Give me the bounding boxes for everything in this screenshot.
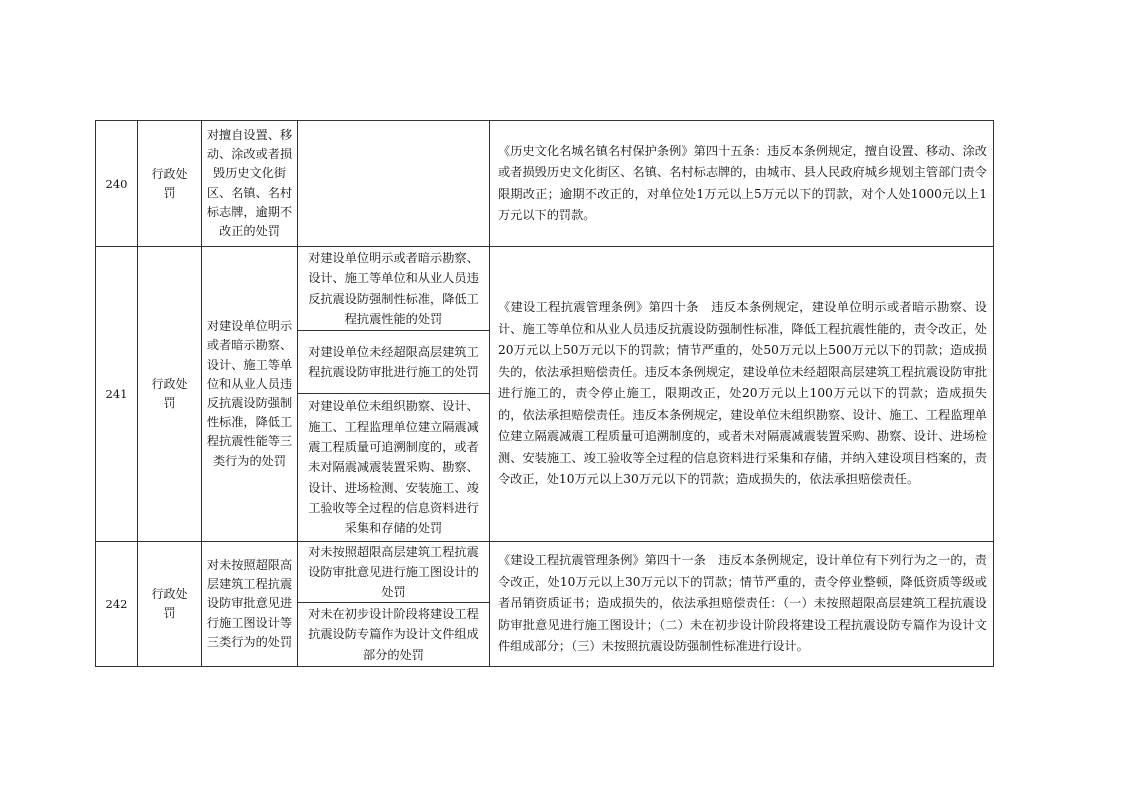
table-row bbox=[96, 247, 994, 542]
sub-item: 对建设单位未组织勘察、设计、施工、工程监理单位建立隔震减震工程质量可追溯制度的，或者未对隔震减震装置采购、勘察、设计、进场检测、安装施工、竣工验收等全过程的信息资料进行采集和存储的处罚 bbox=[298, 393, 489, 541]
legal-basis-cell: 《建设工程抗震管理条例》第四十条 违反本条例规定，建设单位明示或者暗示勘察、设计、施工等单位和从业人员违反抗震设防强制性标准，降低工程抗震性能的，责令改正，处20万元以上50万元以下的罚款；情节严重的，处50万元以上500万元以下的罚款；造成损失的，依法承担赔偿责任。违反本条例规定，建设单位未经超限高层建筑工程抗震设防审批进行施工的，责令停止施工，限期改正，处20万元以上100万元以下的罚款；造成损失的，依法承担赔偿责任。违反本条例规定，建设单位未组织勘察、设计、施工、工程监理单位建立隔震减震工程质量可追溯制度的，或者未对隔震减震装置采购、勘察、设计、进场检测、安装施工、竣工验收等全过程的信息资料进行采集和存储，并纳入建设项目档案的，责令改正，处10万元以上30万元以下的罚款；造成损失的，依法承担赔偿责任。 bbox=[490, 247, 994, 542]
item-name-cell: 对未按照超限高层建筑工程抗震设防审批意见进行施工图设计等三类行为的处罚 bbox=[202, 542, 298, 667]
sub-item: 对建设单位明示或者暗示勘察、设计、施工等单位和从业人员违反抗震设防强制性标准，降低工程抗震性能的处罚 bbox=[308, 250, 479, 326]
legal-basis-cell: 《历史文化名城名镇名村保护条例》第四十五条：违反本条例规定，擅自设置、移动、涂改或者损毁历史文化街区、名镇、名村标志牌的，由城市、县人民政府城乡规划主管部门责令限期改正；逾期不改正的，对单位处1万元以上5万元以下的罚款，对个人处1000元以上1万元以下的罚款。 bbox=[490, 121, 994, 247]
item-number-cell: 242 bbox=[96, 542, 138, 667]
table-row bbox=[96, 121, 994, 247]
table-row bbox=[96, 542, 994, 667]
sub-item: 对建设单位未经超限高层建筑工程抗震设防审批进行施工的处罚 bbox=[298, 330, 489, 393]
sub-items-stack bbox=[298, 247, 489, 541]
sub-items-stack bbox=[298, 542, 489, 666]
item-category-cell: 行政处罚 bbox=[138, 247, 202, 542]
penalty-items-table bbox=[95, 120, 994, 667]
item-category-cell: 行政处罚 bbox=[138, 542, 202, 667]
item-number-cell: 240 bbox=[96, 121, 138, 247]
sub-item: 对未在初步设计阶段将建设工程抗震设防专篇作为设计文件组成部分的处罚 bbox=[298, 602, 489, 666]
item-name-cell: 对建设单位明示或者暗示勘察、设计、施工等单位和从业人员违反抗震设防强制性标准，降低工程抗震性能等三类行为的处罚 bbox=[202, 247, 298, 542]
item-category-cell: 行政处罚 bbox=[138, 121, 202, 247]
item-number-cell: 241 bbox=[96, 247, 138, 542]
legal-basis-cell: 《建设工程抗震管理条例》第四十一条 违反本条例规定，设计单位有下列行为之一的，责令改正，处10万元以上30万元以下的罚款；情节严重的，责令停业整顿，降低资质等级或者吊销资质证书；造成损失的，依法承担赔偿责任：（一）未按照超限高层建筑工程抗震设防审批意见进行施工图设计；（二）未在初步设计阶段将建设工程抗震设防专篇作为设计文件组成部分；（三）未按照抗震设防强制性标准进行设计。 bbox=[490, 542, 994, 667]
sub-items-cell bbox=[298, 247, 490, 542]
sub-item: 对未按照超限高层建筑工程抗震设防审批意见进行施工图设计的处罚 bbox=[308, 544, 479, 600]
sub-item-cell bbox=[298, 121, 490, 247]
sub-items-cell bbox=[298, 542, 490, 667]
item-name-cell: 对擅自设置、移动、涂改或者损毁历史文化街区、名镇、名村标志牌，逾期不改正的处罚 bbox=[202, 121, 298, 247]
